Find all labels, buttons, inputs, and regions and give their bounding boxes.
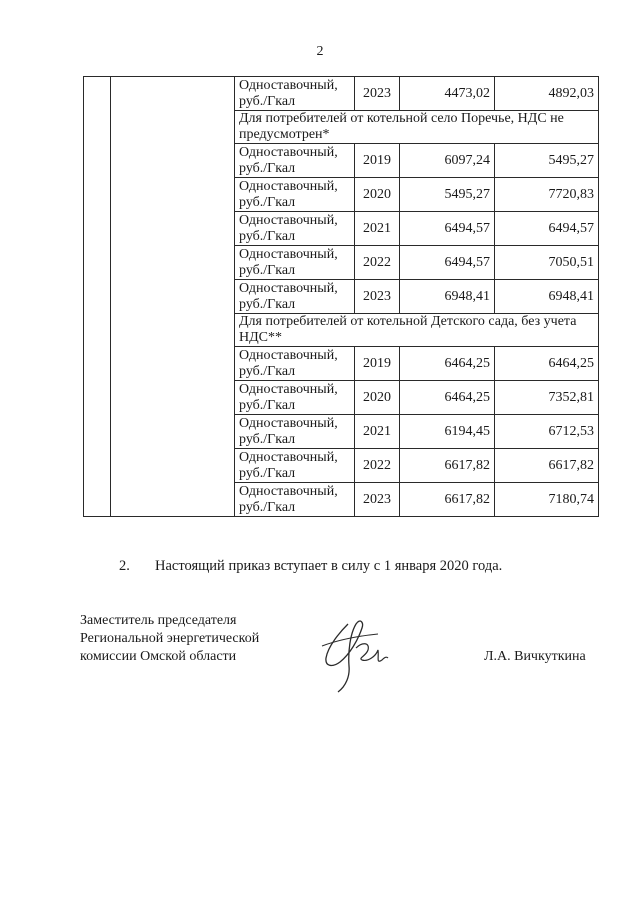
tariff-type-cell: Одноставочный, руб./Гкал xyxy=(235,483,355,517)
second-half-cell: 6494,57 xyxy=(495,212,599,246)
second-half-cell: 7180,74 xyxy=(495,483,599,517)
clause-number: 2. xyxy=(119,558,130,574)
first-half-cell: 6194,45 xyxy=(400,415,495,449)
tariff-type-cell: Одноставочный, руб./Гкал xyxy=(235,381,355,415)
year-cell: 2023 xyxy=(355,483,400,517)
first-half-cell: 6464,25 xyxy=(400,347,495,381)
signer-name: Л.А. Вичкуткина xyxy=(484,649,586,664)
first-half-cell: 6617,82 xyxy=(400,483,495,517)
year-cell: 2020 xyxy=(355,381,400,415)
year-cell: 2019 xyxy=(355,347,400,381)
group-header: Для потребителей от котельной Детского сада, без учета НДС** xyxy=(235,314,599,347)
first-half-cell: 6097,24 xyxy=(400,144,495,178)
clause-text: Настоящий приказ вступает в силу с 1 января 2020 года. xyxy=(155,558,503,574)
tariff-type-cell: Одноставочный, руб./Гкал xyxy=(235,415,355,449)
second-half-cell: 7050,51 xyxy=(495,246,599,280)
handwritten-signature xyxy=(318,606,398,696)
second-half-cell: 6617,82 xyxy=(495,449,599,483)
tariff-type-cell: Одноставочный, руб./Гкал xyxy=(235,246,355,280)
year-cell: 2022 xyxy=(355,246,400,280)
first-half-cell: 6948,41 xyxy=(400,280,495,314)
tariff-type-cell: Одноставочный, руб./Гкал xyxy=(235,347,355,381)
table-row xyxy=(84,77,599,111)
year-cell: 2022 xyxy=(355,449,400,483)
first-half-cell: 6464,25 xyxy=(400,381,495,415)
first-half-cell: 6494,57 xyxy=(400,246,495,280)
second-half-cell: 4892,03 xyxy=(495,77,599,111)
page-number: 2 xyxy=(316,44,324,59)
second-half-cell: 6712,53 xyxy=(495,415,599,449)
group-header: Для потребителей от котельной село Поречье, НДС не предусмотрен* xyxy=(235,111,599,144)
tariff-type-cell: Одноставочный, руб./Гкал xyxy=(235,144,355,178)
tariff-table xyxy=(83,76,599,517)
signer-title-line: Заместитель председателя xyxy=(80,613,237,628)
second-half-cell: 5495,27 xyxy=(495,144,599,178)
number-column-cell xyxy=(84,77,111,517)
first-half-cell: 4473,02 xyxy=(400,77,495,111)
signer-title-line: комиссии Омской области xyxy=(80,649,237,664)
first-half-cell: 6617,82 xyxy=(400,449,495,483)
year-cell: 2019 xyxy=(355,144,400,178)
year-cell: 2021 xyxy=(355,415,400,449)
tariff-type-cell: Одноставочный, руб./Гкал xyxy=(235,449,355,483)
clause-2 xyxy=(119,558,502,575)
tariff-type-cell: Одноставочный, руб./Гкал xyxy=(235,212,355,246)
signer-title-line: Региональной энергетической xyxy=(80,631,260,646)
tariff-type-cell: Одноставочный, руб./Гкал xyxy=(235,178,355,212)
year-cell: 2021 xyxy=(355,212,400,246)
second-half-cell: 6464,25 xyxy=(495,347,599,381)
tariff-type-cell: Одноставочный, руб./Гкал xyxy=(235,280,355,314)
second-half-cell: 7352,81 xyxy=(495,381,599,415)
second-half-cell: 6948,41 xyxy=(495,280,599,314)
first-half-cell: 5495,27 xyxy=(400,178,495,212)
year-cell: 2023 xyxy=(355,280,400,314)
second-half-cell: 7720,83 xyxy=(495,178,599,212)
year-cell: 2023 xyxy=(355,77,400,111)
signer-title xyxy=(80,612,259,666)
organization-column-cell xyxy=(111,77,235,517)
first-half-cell: 6494,57 xyxy=(400,212,495,246)
year-cell: 2020 xyxy=(355,178,400,212)
tariff-type-cell: Одноставочный, руб./Гкал xyxy=(235,77,355,111)
